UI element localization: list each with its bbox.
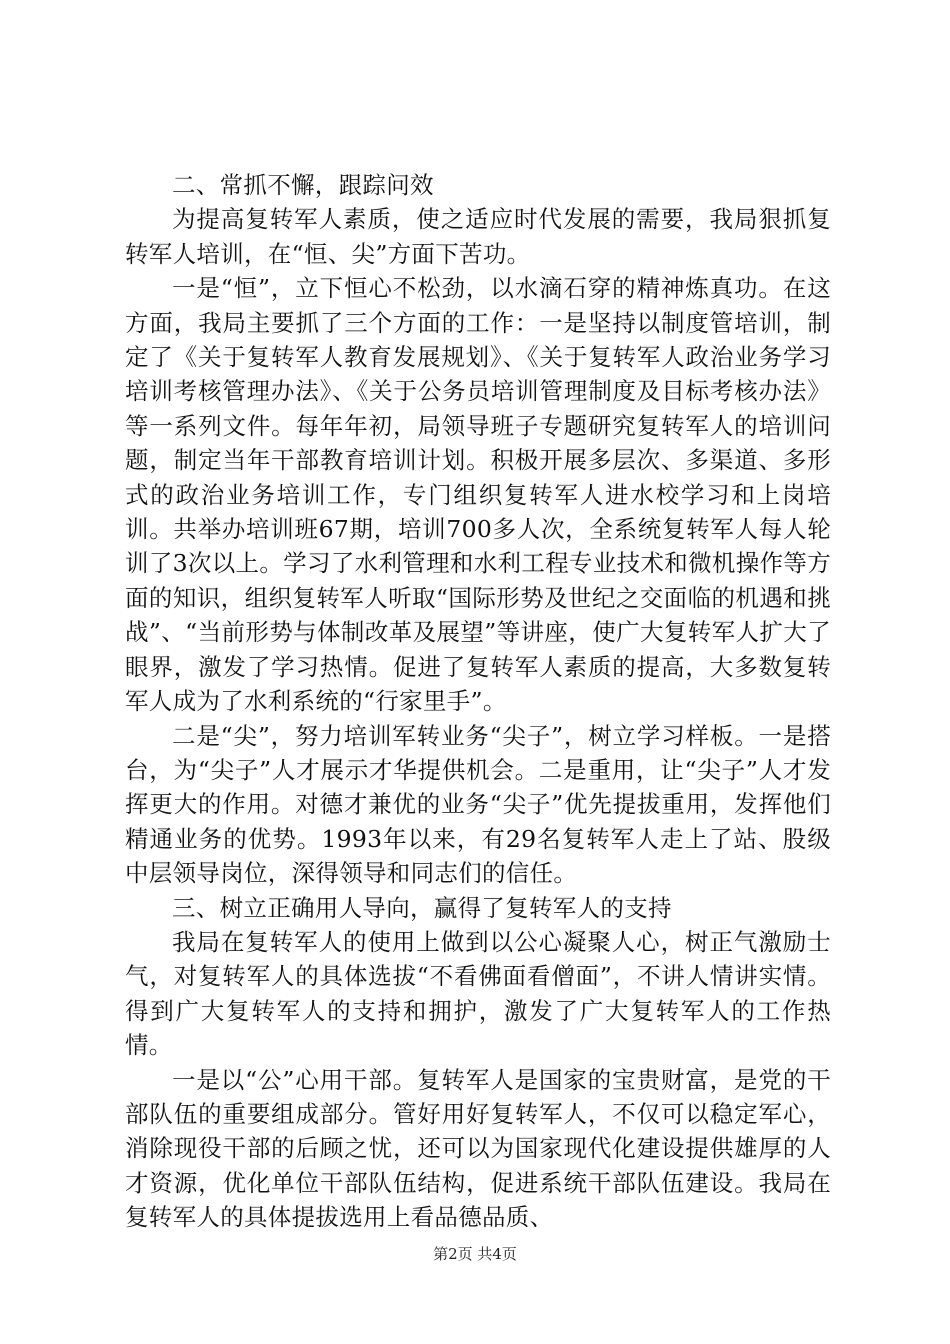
paragraph-intro: 为提高复转军人素质，使之适应时代发展的需要，我局狠抓复转军人培训，在“恒、尖”方面下苦功。 [125,205,831,268]
section-heading-3: 三、树立正确用人导向，赢得了复转军人的支持 [172,893,672,922]
paragraph-persistence: 一是“恒”，立下恒心不松劲，以水滴石穿的精神炼真功。在这方面，我局主要抓了三个方面的工作：一是坚持以制度管培训，制定了《关于复转军人教育发展规划》、《关于复转军人政治业务学习培训考核管理办法》、《关于公务员培训管理制度及目标考核办法》等一系列文件。每年年初，局领导班子专题研究复转军人的培训问题，制定当年干部教育培训计划。积极开展多层次、多渠道、多形式的政治业务培训工作，专门组织复转军人进水校学习和上岗培训。共举办培训班67期，培训700多人次，全系统复转军人每人轮训了3次以上。学习了水利管理和水利工程专业技术和微机操作等方面的知识，组织复转军人听取“国际形势及世纪之交面临的机遇和挑战”、“当前形势与体制改革及展望”等讲座，使广大复转军人扩大了眼界，激发了学习热情。促进了复转军人素质的提高，大多数复转军人成为了水利系统的“行家里手”。 [125,274,831,716]
document-body [125,168,831,1235]
paragraph-employment: 我局在复转军人的使用上做到以公心凝聚人心，树正气激励士气，对复转军人的具体选拔“不看佛面看僧面”，不讲人情讲实情。得到广大复转军人的支持和拥护，激发了广大复转军人的工作热情。 [125,927,831,1060]
page-footer: 第2页 共4页 [433,1245,517,1263]
section-heading-2: 二、常抓不懈，跟踪问效 [172,171,434,199]
paragraph-fairness: 一是以“公”心用干部。复转军人是国家的宝贵财富，是党的干部队伍的重要组成部分。管好用好复转军人，不仅可以稳定军心，消除现役干部的后顾之忧，还可以为国家现代化建设提供雄厚的人才资源，优化单位干部队伍结构，促进系统干部队伍建设。我局在复转军人的具体提拔选用上看品德品质、 [125,1065,831,1232]
paragraph-excellence: 二是“尖”，努力培训军转业务“尖子”，树立学习样板。一是搭台，为“尖子”人才展示才华提供机会。二是重用，让“尖子”人才发挥更大的作用。对德才兼优的业务“尖子”优先提拔重用，发挥他们精通业务的优势。1993年以来，有29名复转军人走上了站、股级中层领导岗位，深得领导和同志们的信任。 [125,721,831,888]
